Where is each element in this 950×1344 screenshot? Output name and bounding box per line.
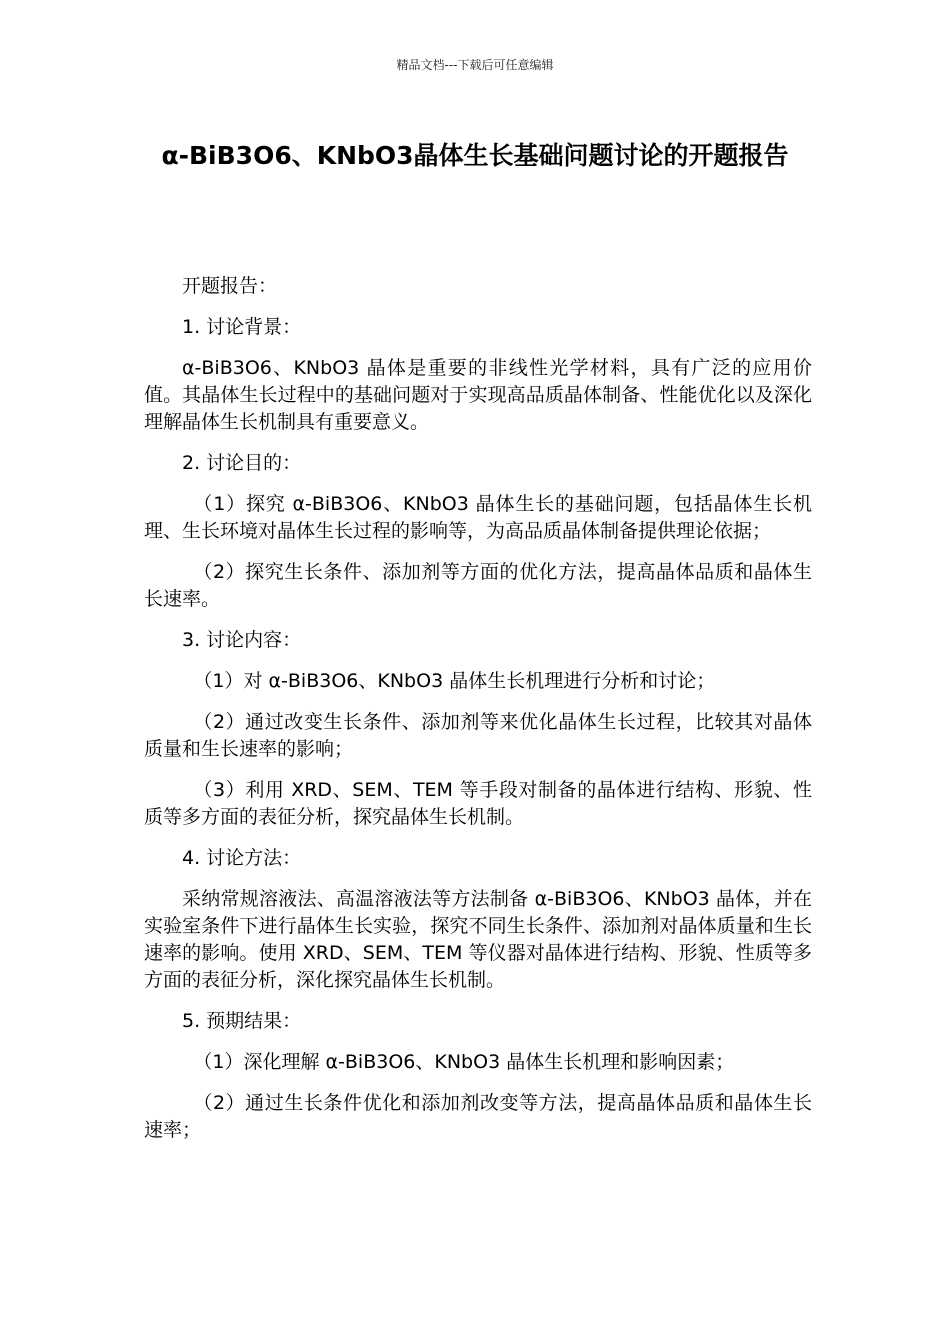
document-body <box>144 273 812 1158</box>
list-item: （1）对 α-BiB3O6、KNbO3 晶体生长机理进行分析和讨论； <box>193 670 716 692</box>
body-paragraph: 采纳常规溶液法、高温溶液法等方法制备 α-BiB3O6、KNbO3 晶体，并在实验室条件下进行晶体生长实验，探究不同生长条件、添加剂对晶体质量和生长速率的影响。使用 XRD、SEM、TEM 等仪器对晶体进行结构、形貌、性质等多方面的表征分析，深化探究晶体生长机制。 <box>144 888 812 991</box>
header-note: 精品文档---下载后可任意编辑 <box>396 58 554 72</box>
body-paragraph: α-BiB3O6、KNbO3 晶体是重要的非线性光学材料，具有广泛的应用价值。其晶体生长过程中的基础问题对于实现高品质晶体制备、性能优化以及深化理解晶体生长机制具有重要意义。 <box>144 357 812 433</box>
section-heading: 3. 讨论内容： <box>182 629 302 651</box>
section-heading: 4. 讨论方法： <box>182 847 302 869</box>
list-item: （2）通过改变生长条件、添加剂等来优化晶体生长过程，比较其对晶体质量和生长速率的影响； <box>144 711 812 760</box>
list-item: （1）探究 α-BiB3O6、KNbO3 晶体生长的基础问题，包括晶体生长机理、生长环境对晶体生长过程的影响等，为高品质晶体制备提供理论依据； <box>144 493 812 542</box>
document-title: α-BiB3O6、KNbO3晶体生长基础问题讨论的开题报告 <box>161 141 789 170</box>
section-heading: 5. 预期结果： <box>182 1010 302 1032</box>
section-heading: 1. 讨论背景： <box>182 316 302 338</box>
list-item: （2）探究生长条件、添加剂等方面的优化方法，提高晶体品质和晶体生长速率。 <box>144 561 812 610</box>
list-item: （1）深化理解 α-BiB3O6、KNbO3 晶体生长机理和影响因素； <box>193 1051 735 1073</box>
list-item: （3）利用 XRD、SEM、TEM 等手段对制备的晶体进行结构、形貌、性质等多方面的表征分析，探究晶体生长机制。 <box>144 779 812 828</box>
section-heading: 2. 讨论目的： <box>182 452 302 474</box>
list-item: （2）通过生长条件优化和添加剂改变等方法，提高晶体品质和晶体生长速率； <box>144 1092 812 1141</box>
section-heading: 开题报告： <box>182 275 278 297</box>
